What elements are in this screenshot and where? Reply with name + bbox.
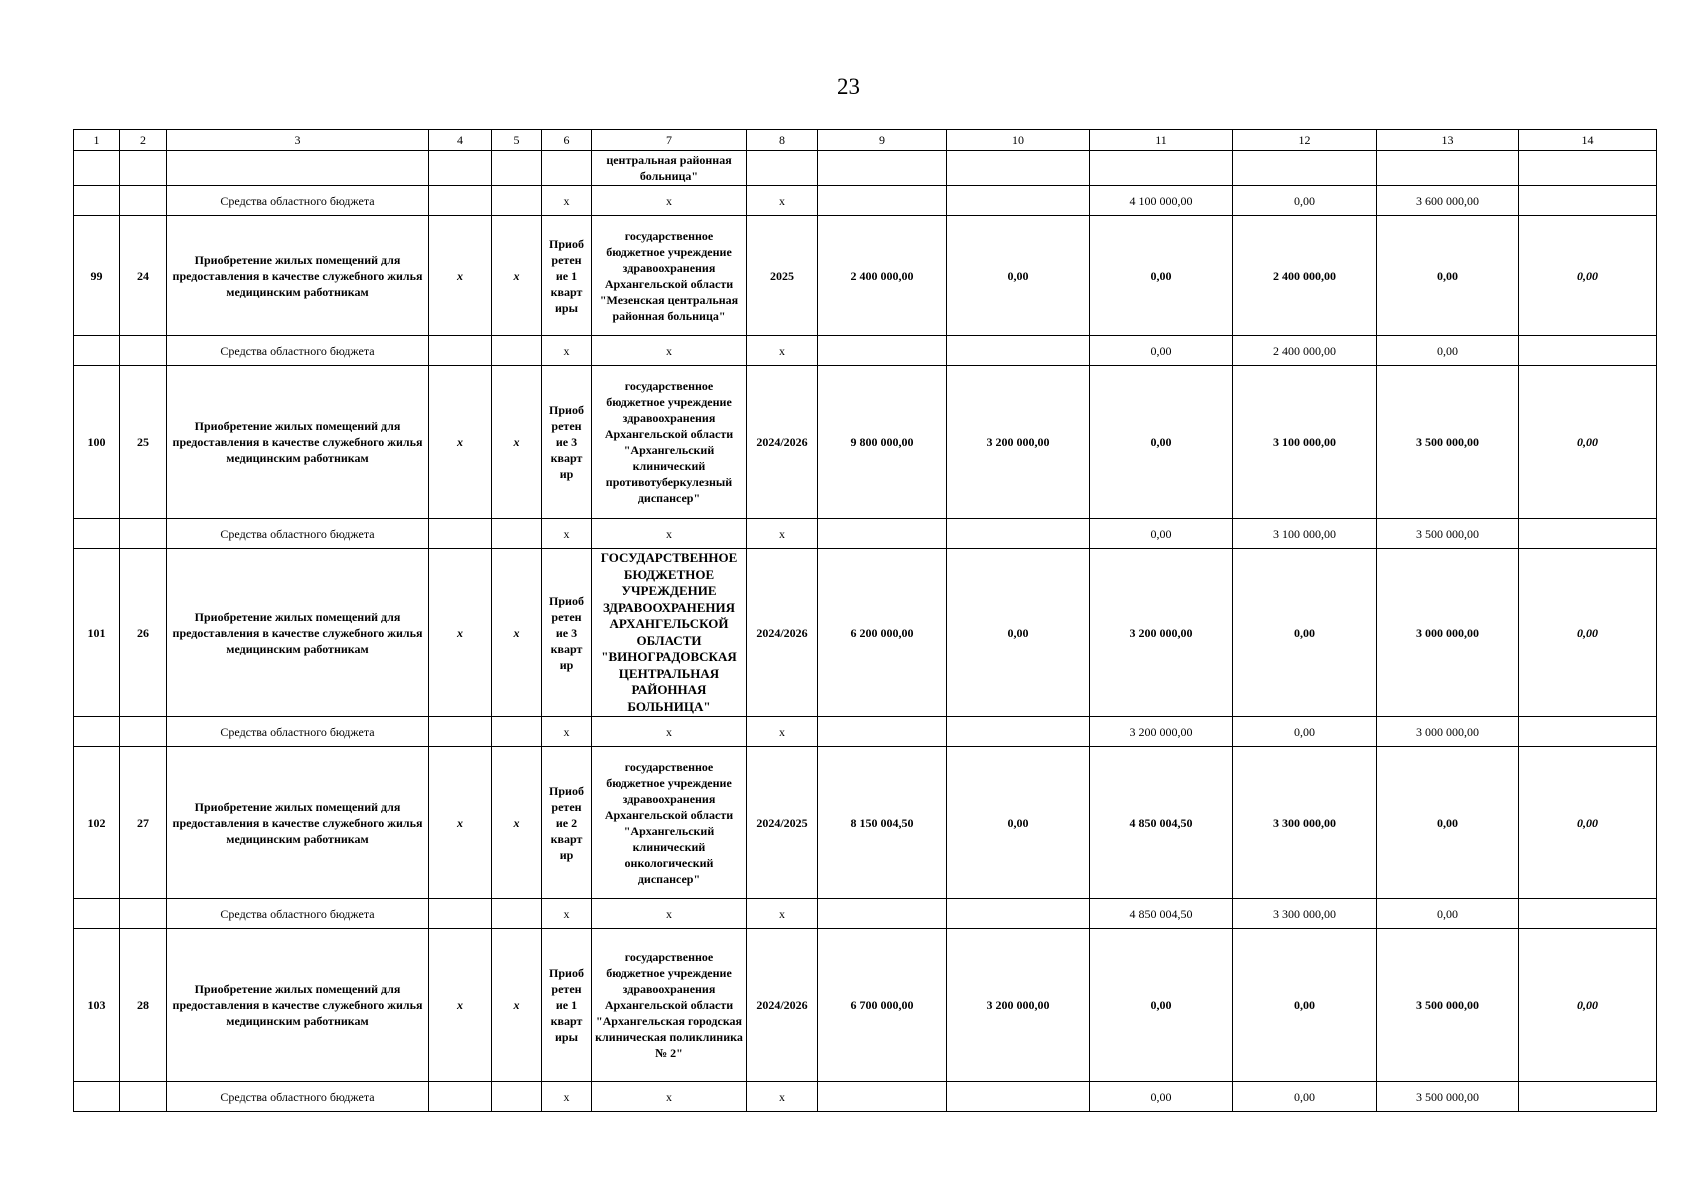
cell-13: 3 000 000,00 <box>1377 549 1519 717</box>
cell-4: x <box>429 366 492 519</box>
budget-table <box>73 129 1657 1112</box>
organization-cell: государственное бюджетное учреждение здравоохранения Архангельской области "Архангельский клинический противотуберкулезный диспансер" <box>592 366 747 519</box>
row-number: 99 <box>74 216 120 336</box>
row-number: 100 <box>74 366 120 519</box>
cell-11: 0,00 <box>1090 216 1233 336</box>
organization-cell: государственное бюджетное учреждение здравоохранения Архангельской области "Мезенская центральная районная больница" <box>592 216 747 336</box>
cell-12: 3 300 000,00 <box>1233 899 1377 929</box>
header-cell: 4 <box>429 130 492 151</box>
total-cell: 6 700 000,00 <box>818 929 947 1082</box>
cell-8: x <box>747 1082 818 1112</box>
cell-10 <box>947 336 1090 366</box>
measure-name: Приобретение жилых помещений для предоставления в качестве служебного жилья медицинским работникам <box>167 366 429 519</box>
cell-10: 0,00 <box>947 747 1090 899</box>
header-cell: 14 <box>1519 130 1657 151</box>
table-row <box>74 549 1657 717</box>
cell-12: 2 400 000,00 <box>1233 216 1377 336</box>
cell-11: 4 100 000,00 <box>1090 186 1233 216</box>
funding-source-label: Средства областного бюджета <box>167 336 429 366</box>
cell-5: x <box>492 929 542 1082</box>
cell-11: 0,00 <box>1090 366 1233 519</box>
table-row <box>74 929 1657 1082</box>
table-row <box>74 216 1657 336</box>
total-cell: 9 800 000,00 <box>818 366 947 519</box>
organization-cell: центральная районная больница" <box>592 151 747 186</box>
cell-12: 0,00 <box>1233 549 1377 717</box>
cell-12: 0,00 <box>1233 717 1377 747</box>
cell-14: 0,00 <box>1519 747 1657 899</box>
cell-6: x <box>542 519 592 549</box>
cell-5: x <box>492 747 542 899</box>
organization-cell: ГОСУДАРСТВЕННОЕ БЮДЖЕТНОЕ УЧРЕЖДЕНИЕ ЗДРАВООХРАНЕНИЯ АРХАНГЕЛЬСКОЙ ОБЛАСТИ "ВИНОГРАДОВСКАЯ ЦЕНТРАЛЬНАЯ РАЙОННАЯ БОЛЬНИЦА" <box>592 549 747 717</box>
cell-9 <box>818 1082 947 1112</box>
sub-number: 25 <box>120 366 167 519</box>
cell-12: 3 100 000,00 <box>1233 366 1377 519</box>
table-row <box>74 747 1657 899</box>
cell-12: 3 300 000,00 <box>1233 747 1377 899</box>
header-cell: 6 <box>542 130 592 151</box>
sub-number: 27 <box>120 747 167 899</box>
cell-13: 3 000 000,00 <box>1377 717 1519 747</box>
header-cell: 1 <box>74 130 120 151</box>
cell-10: 0,00 <box>947 549 1090 717</box>
cell-14: 0,00 <box>1519 366 1657 519</box>
header-cell: 8 <box>747 130 818 151</box>
period-cell: 2024/2025 <box>747 747 818 899</box>
cell-14 <box>1519 186 1657 216</box>
acquisition-cell: Приоб ретен ие 1 кварт иры <box>542 216 592 336</box>
acquisition-cell: Приоб ретен ие 2 кварт ир <box>542 747 592 899</box>
cell-11: 4 850 004,50 <box>1090 899 1233 929</box>
measure-name: Приобретение жилых помещений для предоставления в качестве служебного жилья медицинским работникам <box>167 216 429 336</box>
cell-7: x <box>592 717 747 747</box>
cell-9 <box>818 336 947 366</box>
period-cell: 2024/2026 <box>747 549 818 717</box>
header-cell: 10 <box>947 130 1090 151</box>
cell-14 <box>1519 899 1657 929</box>
acquisition-cell: Приоб ретен ие 3 кварт ир <box>542 366 592 519</box>
cell-14 <box>1519 717 1657 747</box>
cell-12: 0,00 <box>1233 1082 1377 1112</box>
cell-10: 0,00 <box>947 216 1090 336</box>
cell-14 <box>1519 336 1657 366</box>
cell-7: x <box>592 899 747 929</box>
cell-7: x <box>592 336 747 366</box>
row-number: 101 <box>74 549 120 717</box>
continuation-row <box>74 151 1657 186</box>
header-cell: 9 <box>818 130 947 151</box>
cell-12: 2 400 000,00 <box>1233 336 1377 366</box>
cell-9 <box>818 186 947 216</box>
cell-11: 4 850 004,50 <box>1090 747 1233 899</box>
cell-4: x <box>429 929 492 1082</box>
funding-source-label: Средства областного бюджета <box>167 717 429 747</box>
cell-11: 0,00 <box>1090 519 1233 549</box>
period-cell: 2024/2026 <box>747 366 818 519</box>
cell-10: 3 200 000,00 <box>947 929 1090 1082</box>
period-cell: 2024/2026 <box>747 929 818 1082</box>
cell-12: 0,00 <box>1233 186 1377 216</box>
total-cell: 2 400 000,00 <box>818 216 947 336</box>
cell-12: 3 100 000,00 <box>1233 519 1377 549</box>
organization-cell: государственное бюджетное учреждение здравоохранения Архангельской области "Архангельская городская клиническая поликлиника № 2" <box>592 929 747 1082</box>
cell-13: 3 500 000,00 <box>1377 929 1519 1082</box>
cell-9 <box>818 519 947 549</box>
sub-number: 24 <box>120 216 167 336</box>
cell-11: 3 200 000,00 <box>1090 717 1233 747</box>
funding-source-row <box>74 1082 1657 1112</box>
header-cell: 3 <box>167 130 429 151</box>
column-number-header-row <box>74 130 1657 151</box>
cell-10: 3 200 000,00 <box>947 366 1090 519</box>
cell-4: x <box>429 216 492 336</box>
cell-14: 0,00 <box>1519 549 1657 717</box>
cell-6: x <box>542 186 592 216</box>
cell-7: x <box>592 1082 747 1112</box>
funding-source-label: Средства областного бюджета <box>167 186 429 216</box>
cell-7: x <box>592 186 747 216</box>
header-cell: 2 <box>120 130 167 151</box>
funding-source-row <box>74 336 1657 366</box>
organization-cell: государственное бюджетное учреждение здравоохранения Архангельской области "Архангельский клинический онкологический диспансер" <box>592 747 747 899</box>
header-cell: 5 <box>492 130 542 151</box>
cell-10 <box>947 899 1090 929</box>
cell-5: x <box>492 549 542 717</box>
cell-4: x <box>429 747 492 899</box>
cell-13: 0,00 <box>1377 216 1519 336</box>
cell-13: 3 500 000,00 <box>1377 1082 1519 1112</box>
cell-13: 0,00 <box>1377 336 1519 366</box>
cell-8: x <box>747 717 818 747</box>
measure-name: Приобретение жилых помещений для предоставления в качестве служебного жилья медицинским работникам <box>167 747 429 899</box>
measure-name: Приобретение жилых помещений для предоставления в качестве служебного жилья медицинским работникам <box>167 549 429 717</box>
cell-6: x <box>542 1082 592 1112</box>
cell-8: x <box>747 519 818 549</box>
cell-13: 3 600 000,00 <box>1377 186 1519 216</box>
cell-6: x <box>542 336 592 366</box>
funding-source-label: Средства областного бюджета <box>167 519 429 549</box>
cell-14: 0,00 <box>1519 216 1657 336</box>
cell-4: x <box>429 549 492 717</box>
cell-9 <box>818 899 947 929</box>
cell-11: 0,00 <box>1090 1082 1233 1112</box>
acquisition-cell: Приоб ретен ие 1 кварт иры <box>542 929 592 1082</box>
funding-source-row <box>74 717 1657 747</box>
total-cell: 8 150 004,50 <box>818 747 947 899</box>
period-cell: 2025 <box>747 216 818 336</box>
page-number: 23 <box>837 74 860 99</box>
sub-number: 26 <box>120 549 167 717</box>
cell-13: 3 500 000,00 <box>1377 366 1519 519</box>
cell-6: x <box>542 717 592 747</box>
cell-5: x <box>492 216 542 336</box>
cell-6: x <box>542 899 592 929</box>
header-cell: 13 <box>1377 130 1519 151</box>
cell-8: x <box>747 899 818 929</box>
funding-source-label: Средства областного бюджета <box>167 1082 429 1112</box>
cell-10 <box>947 186 1090 216</box>
cell-5: x <box>492 366 542 519</box>
cell-11: 0,00 <box>1090 929 1233 1082</box>
cell-12: 0,00 <box>1233 929 1377 1082</box>
funding-source-row <box>74 899 1657 929</box>
header-cell: 7 <box>592 130 747 151</box>
cell-14 <box>1519 519 1657 549</box>
header-cell: 11 <box>1090 130 1233 151</box>
total-cell: 6 200 000,00 <box>818 549 947 717</box>
funding-source-label: Средства областного бюджета <box>167 899 429 929</box>
cell-10 <box>947 519 1090 549</box>
acquisition-cell: Приоб ретен ие 3 кварт ир <box>542 549 592 717</box>
cell-8: x <box>747 186 818 216</box>
row-number: 102 <box>74 747 120 899</box>
header-cell: 12 <box>1233 130 1377 151</box>
measure-name: Приобретение жилых помещений для предоставления в качестве служебного жилья медицинским работникам <box>167 929 429 1082</box>
table-row <box>74 366 1657 519</box>
cell-10 <box>947 717 1090 747</box>
funding-source-row <box>74 519 1657 549</box>
cell-10 <box>947 1082 1090 1112</box>
cell-13: 3 500 000,00 <box>1377 519 1519 549</box>
cell-11: 0,00 <box>1090 336 1233 366</box>
cell-8: x <box>747 336 818 366</box>
cell-9 <box>818 717 947 747</box>
cell-7: x <box>592 519 747 549</box>
cell-13: 0,00 <box>1377 747 1519 899</box>
cell-13: 0,00 <box>1377 899 1519 929</box>
cell-14: 0,00 <box>1519 929 1657 1082</box>
funding-source-row <box>74 186 1657 216</box>
row-number: 103 <box>74 929 120 1082</box>
cell-14 <box>1519 1082 1657 1112</box>
cell-11: 3 200 000,00 <box>1090 549 1233 717</box>
sub-number: 28 <box>120 929 167 1082</box>
